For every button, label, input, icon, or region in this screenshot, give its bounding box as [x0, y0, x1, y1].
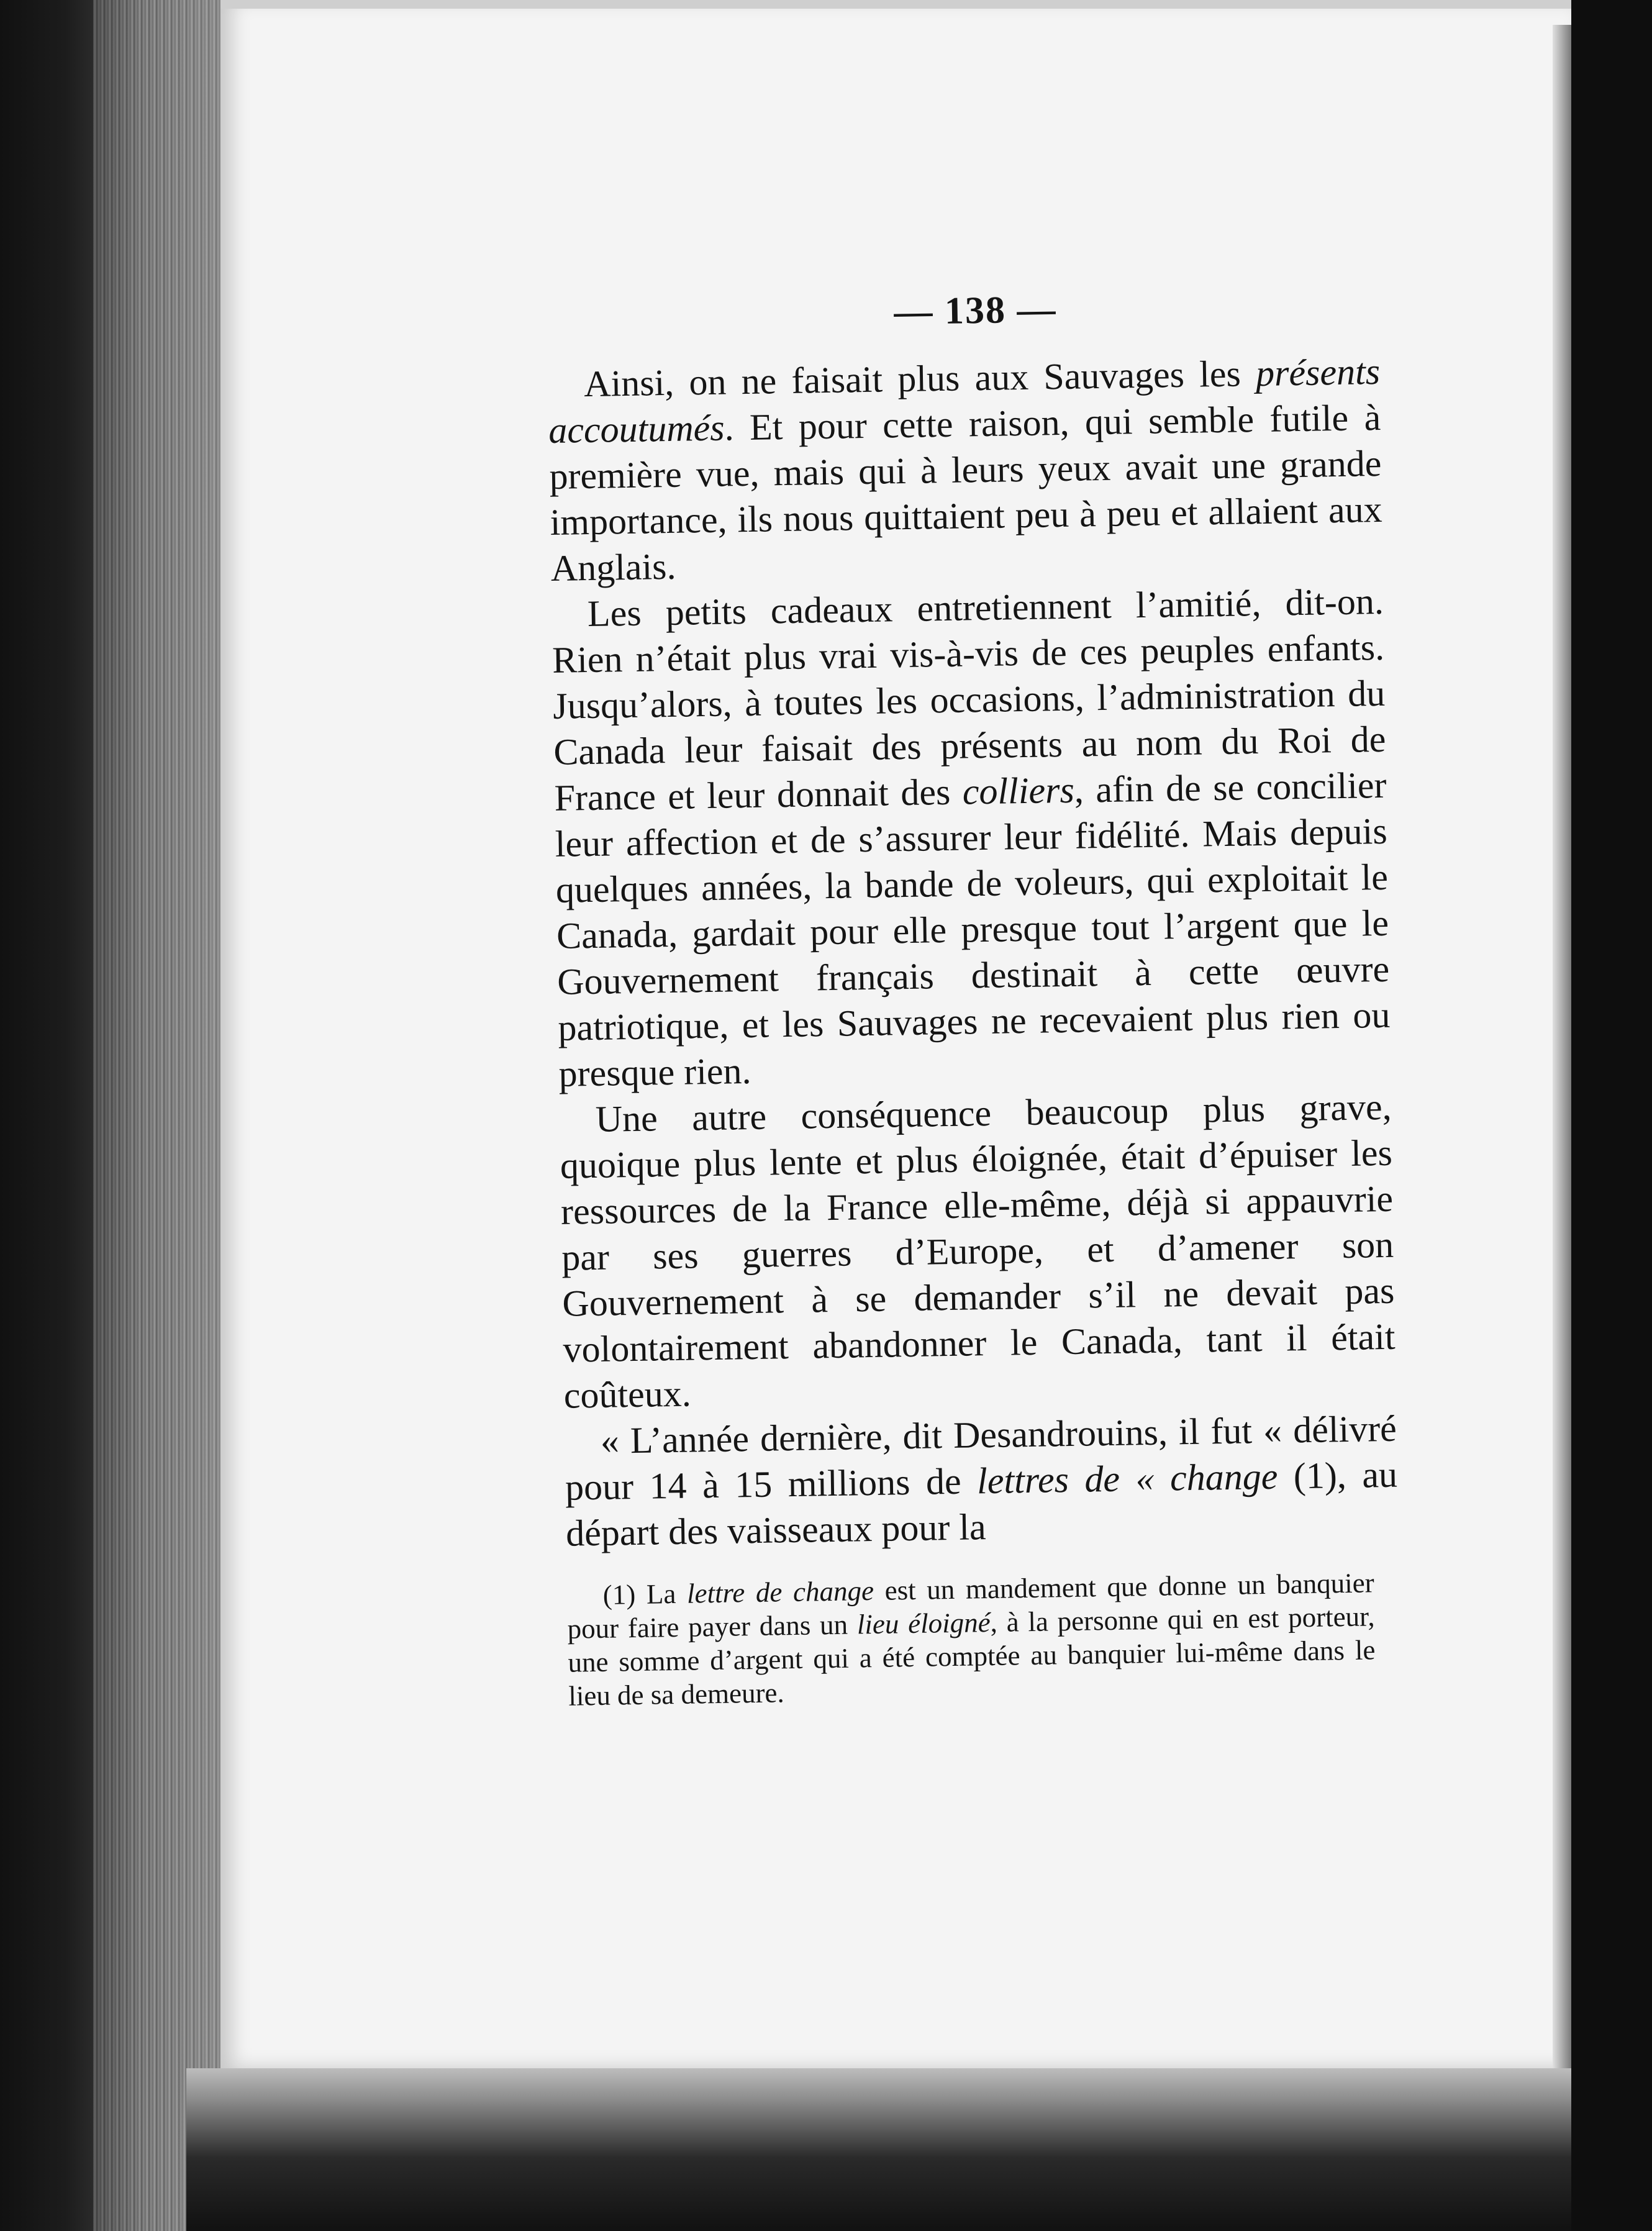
text-run: est un mandement que donne un banquier pour faire payer dans un	[567, 1567, 1375, 1645]
text-run: Une autre conséquence beaucoup plus grave, quoique plus lente et plus éloignée, était d’épuiser les ressources de la France elle-même, déjà si appauvrie par ses guerres d’Europe, et d’amener son Gouvernement à se demander s’il ne devait pas volontairement abandonner le Canada, tant il était coûteux.	[560, 1086, 1396, 1416]
italic-text-run: colliers	[962, 769, 1075, 812]
page-right-edge	[1553, 25, 1571, 2068]
text-run: (1) La	[602, 1578, 688, 1611]
text-run: . Et pour cette raison, qui semble futile à première vue, mais qui à leurs yeux avait une grande importance, ils nous quittaient peu à peu et allaient aux Anglais.	[548, 396, 1383, 589]
page-number: — 138 —	[893, 288, 1057, 334]
text-run: (1), au départ des vaisseaux pour la	[565, 1453, 1398, 1554]
footnote	[566, 1566, 1376, 1712]
text-run: , à la personne qui en est porteur, une somme d’argent qui a été comptée au banquier lui-même dans le lieu de sa demeure.	[568, 1601, 1376, 1712]
italic-text-run: présents accoutumés	[548, 350, 1381, 451]
page-edges-shadow	[93, 0, 220, 2231]
scan-border-right	[1571, 0, 1652, 2231]
text-run: , afin de se concilier leur affection et de s’assurer leur fidélité. Mais depuis quelques années, la bande de voleurs, qui exploitait le Canada, gardait pour elle presque tout l’argent que le Gouvernement français destinait à cette œuvre patriotique, et les Sauvages ne recevaient plus rien ou presque rien.	[555, 764, 1391, 1094]
page-top-edge	[220, 0, 1571, 9]
text-run: « L’année dernière, dit Desandrouins, il fut « délivré pour 14 à 15 millions de	[565, 1407, 1397, 1508]
italic-text-run: lieu éloigné	[856, 1607, 991, 1640]
italic-text-run: lettre de change	[686, 1574, 874, 1609]
paragraph	[564, 1406, 1398, 1556]
scan-border-left	[0, 0, 93, 2231]
italic-text-run: lettres de « change	[976, 1455, 1278, 1502]
paragraph	[559, 1084, 1396, 1419]
text-run: Les petits cadeaux entretiennent l’amitié, dit-on. Rien n’était plus vrai vis-à-vis de ces peuples enfants. Jusqu’alors, à toutes les occasions, l’administration du Canada leur faisait des présents au nom du Roi de France et leur donnait des	[551, 580, 1386, 819]
page-bottom-edge	[186, 2068, 1571, 2231]
paragraph	[548, 348, 1384, 591]
text-run: Ainsi, on ne faisait plus aux Sauvages les	[583, 353, 1256, 405]
page-text-block	[547, 285, 1401, 1741]
paragraph	[551, 578, 1391, 1097]
